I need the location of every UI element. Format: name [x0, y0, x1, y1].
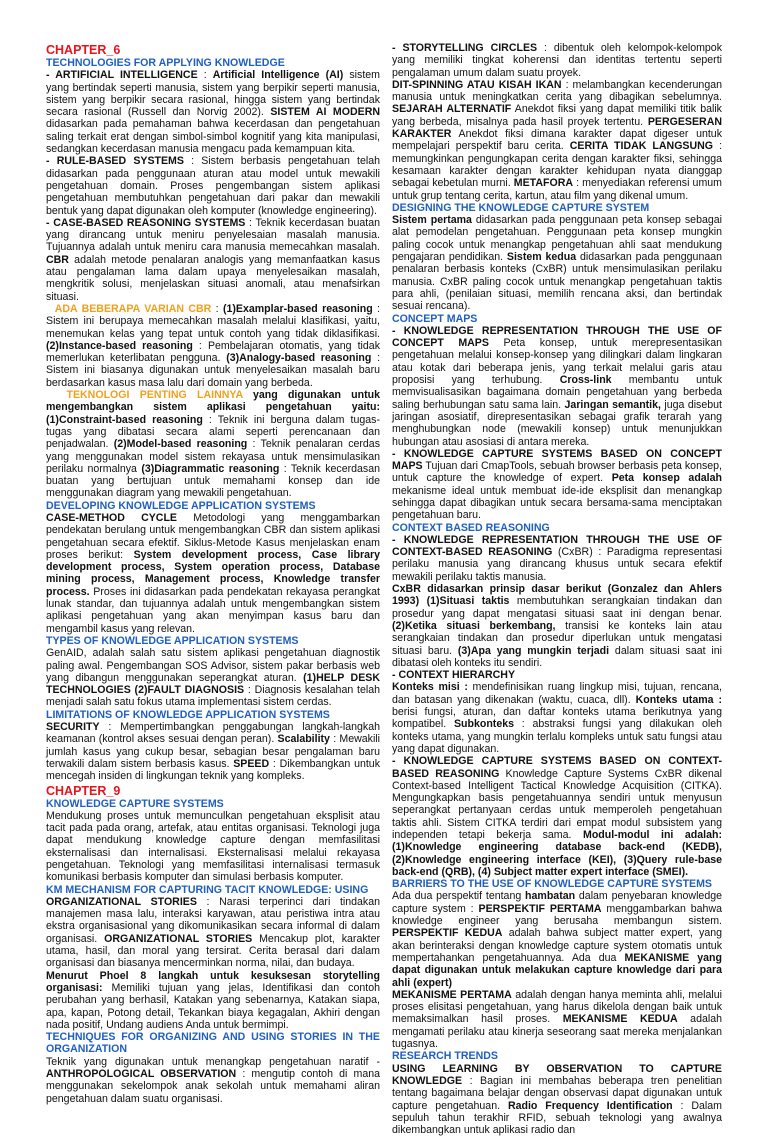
paragraph: ADA BEBERAPA VARIAN CBR : (1)Examplar-based reasoning : Sistem ini berupaya memecahkan masalah melalui klasifikasi, yaitu, menemukan kelas yang tepat untuk contoh yang tidak diklasifikasi. (2)Instance-based reasoning : Pembelajaran otomatis, yang tidak memerlukan keterlibatan pengguna. (3)Analogy-based reasoning : Sistem ini biasanya digunakan untuk menyelesaikan masalah baru berdasarkan kasus masa lalu dari domain yang berbeda.	[46, 302, 381, 389]
paragraph: Menurut Phoel 8 langkah untuk kesuksesan storytelling organisasi: Memiliki tujuan yang jelas, Identifikasi dan contoh perubahan yang berhasil, Katakan yang sebenarnya, Katakan siapa, apa, kapan, Potong detail, Tekankan biaya kegagalan, Akhiri dengan nada positif, Undang audiens Anda untuk bermimpi.	[46, 969, 380, 1031]
paragraph: Ada dua perspektif tentang hambatan dalam penyebaran knowledge capture system : PERSPEKTIF PERTAMA menggambarkan bahwa knowledge engineer yang berusaha membangun sistem. PERSPEKTIF KEDUA adalah bahwa subject matter expert, yang akan berinteraksi dengan knowledge capture system otomatis untuk mempertahankan pengetahuannya. Ada dua MEKANISME yang dapat digunakan untuk melakukan capture knowledge dari para ahli (expert)	[392, 890, 722, 989]
chapter-6-heading: CHAPTER_6	[46, 43, 121, 57]
paragraph: Sistem pertama didasarkan pada penggunaan peta konsep sebagai alat pemodelan pengetahuan. Penggunaan peta konsep mungkin paling cocok untuk menangkap pengetahuan ahli saat mendukung pengajaran pendidikan. Sistem kedua didasarkan pada penggunaan penalaran berbasis konteks (CxBR) untuk mensimulasikan perilaku manusia. CxBR paling cocok untuk menangkap pengetahuan taktis para ahli, (penilaian situasi, memilih rencana aksi, dan bertindak sesuai rencana).	[392, 214, 723, 313]
left-column	[46, 42, 380, 1105]
paragraph: Teknik yang digunakan untuk menangkap pengetahuan naratif - ANTHROPOLOGICAL OBSERVATION : mengutip contoh di mana menggunakan sekelompok anak sekolah untuk memahami aliran pengetahuan dalam suatu organisasi.	[46, 1055, 381, 1105]
section-heading: KM MECHANISM FOR CAPTURING TACIT KNOWLEDGE: USING	[46, 883, 369, 896]
paragraph: - RULE-BASED SYSTEMS : Sistem berbasis pengetahuan telah didasarkan pada penggunaan aturan atau model untuk mewakili pengetahuan domain. Proses pengembangan sistem aplikasi pengetahuan membutuhkan pengetahuan dari pakar dan mewakili bentuk yang dapat digunakan oleh komputer (knowledge engineering).	[46, 155, 380, 217]
subheading: ADA BEBERAPA VARIAN CBR	[54, 302, 212, 315]
paragraph: ORGANIZATIONAL STORIES : Narasi terperinci dari tindakan manajemen masa lalu, interaksi karyawan, atau peristiwa intra atau ekstra organisasional yang dikomunikasikan secara informal di dalam organisasi. ORGANIZATIONAL STORIES Mencakup plot, karakter utama, hasil, dan moral yang tersirat. Cerita berasal dari dalam organisasi dan biasanya mencerminkan norma, nilai, dan budaya.	[46, 895, 380, 970]
section-heading: TYPES OF KNOWLEDGE APPLICATION SYSTEMS	[46, 634, 299, 647]
paragraph: CASE-METHOD CYCLE Metodologi yang menggambarkan pendekatan berulang untuk mengembangkan CBR dan sistem aplikasi pengetahuan secara efektif. Siklus-Metode Kasus menjelaskan enam proses berikut: System development process, Case library development process, System operation process, Database mining process, Management process, Knowledge transfer process. Proses ini didasarkan pada pendekatan rekayasa perangkat lunak standar, dan tujuannya adalah untuk mengembangkan sistem aplikasi pengetahuan yang akan menyimpan kasus baru dan mengambil kasus yang relevan.	[46, 511, 380, 635]
paragraph: - KNOWLEDGE CAPTURE SYSTEMS BASED ON CONCEPT MAPS Tujuan dari CmapTools, sebuah browser berbasis peta konsep, untuk capture the knowledge of expert. Peta konsep adalah mekanisme ideal untuk membuat ide-ide eksplisit dan menangkap sehingga dapat dibagikan untuk secara bersama-sama menciptakan pengetahuan baru.	[392, 447, 722, 522]
section-heading: CONTEXT BASED REASONING	[392, 521, 550, 534]
paragraph: GenAID, adalah salah satu sistem aplikasi pengetahuan diagnostik paling awal. Pengembangan SOS Advisor, sistem pakar berbasis web yang dibangun menggunakan seperangkat aturan. (1)HELP DESK TECHNOLOGIES (2)FAULT DIAGNOSIS : Diagnosis kesalahan telah menjadi salah satu fokus utama implementasi sistem cerdas.	[46, 647, 380, 709]
paragraph: - CONTEXT HIERARCHY	[392, 669, 516, 682]
paragraph: MEKANISME PERTAMA adalah dengan hanya meminta ahli, melalui proses elisitasi pengetahuan, yang harus dikelola dengan baik untuk memaksimalkan hasil proses. MEKANISME KEDUA adalah mengamati perilaku atau kinerja seseorang saat mereka menjalankan tugasnya.	[392, 988, 722, 1051]
paragraph: Konteks misi : mendefinisikan ruang lingkup misi, tujuan, rencana, dan batasan yang dikenakan (waktu, cuaca, dll). Konteks utama : berisi fungsi, aturan, dan daftar konteks utama berikutnya yang kompatibel. Subkonteks : abstraksi fungsi yang dilakukan oleh konteks utama, yang mungkin terlalu kompleks untuk satu fungsi atau yang dapat digunakan.	[392, 681, 722, 755]
paragraph: - KNOWLEDGE CAPTURE SYSTEMS BASED ON CONTEXT-BASED REASONING Knowledge Capture Systems CxBR dikenal Context-based Intelligent Tactical Knowledge Acquisition (CITKA). Mengungkapkan basis pengetahuannya sendiri untuk menyusun seperangkat pertanyaan cerdas untuk memperoleh pengetahuan taktis ahli. Sistem CITKA terdiri dari empat modul subsistem yang independen tetapi bekerja sama. Modul-modul ini adalah: (1)Knowledge engineering database back-end (KEDB), (2)Knowledge engineering interface (KEI), (3)Query rule-base back-end (QRB), (4) Subject matter expert interface (SMEI).	[392, 755, 722, 878]
paragraph: - STORYTELLING CIRCLES : dibentuk oleh kelompok-kelompok yang memiliki tingkat koherensi dan identitas tertentu seperti pengalaman umum dalam suatu proyek.	[392, 42, 722, 79]
section-heading: LIMITATIONS OF KNOWLEDGE APPLICATION SYSTEMS	[46, 708, 330, 721]
section-heading: CONCEPT MAPS	[392, 312, 478, 325]
paragraph: USING LEARNING BY OBSERVATION TO CAPTURE KNOWLEDGE : Bagian ini membahas beberapa tren penelitian tentang bagaimana belajar dengan observasi dapat digunakan untuk capture pengetahuan. Radio Frequency Identification : Dalam sepuluh tahun terakhir RFID, sebuah teknologi yang awalnya dikembangkan untuk aplikasi radio dan	[392, 1062, 722, 1136]
subheading: TEKNOLOGI PENTING LAINNYA	[66, 389, 243, 402]
paragraph: SECURITY : Mempertimbangkan penggabungan langkah-langkah keamanan (kontrol akses sesuai dengan peran). Scalability : Mewakili jumlah kasus yang cukup besar, sebagian besar pengalaman baru terwakili dalam sistem berbasis kasus. SPEED : Dikembangkan untuk mencegah insiden di lingkungan teknik yang kompleks.	[46, 721, 381, 783]
paragraph: Mendukung proses untuk memunculkan pengetahuan eksplisit atau tacit pada pada orang, artefak, atau entitas organisasi. Teknologi juga dapat mendukung knowledge capture dengan memfasilitasi eksternalisasi dan internalisasi. Eksternalisasi melalui rekayasa pengetahuan. Teknologi yang memfasilitasi internalisasi termasuk komunikasi berbasis komputer dan simulasi berbasis komputer.	[46, 809, 380, 884]
section-heading: KNOWLEDGE CAPTURE SYSTEMS	[46, 797, 224, 810]
right-column	[392, 42, 722, 1136]
paragraph: - KNOWLEDGE REPRESENTATION THROUGH THE USE OF CONTEXT-BASED REASONING (CxBR) : Paradigma representasi perilaku manusia yang dirancang khusus untuk secara efektif mewakili perilaku taktis manusia.	[392, 533, 722, 583]
section-heading: DESIGNING THE KNOWLEDGE CAPTURE SYSTEM	[392, 201, 650, 214]
paragraph: CxBR didasarkan prinsip dasar berikut (Gonzalez dan Ahlers 1993) (1)Situasi taktis membutuhkan serangkaian tindakan dan prosedur yang dapat mengatasi situasi saat ini dengan benar. (2)Ketika situasi berkembang, transisi ke konteks lain atau serangkaian tindakan dan prosedur diperlukan untuk mengatasi situasi baru. (3)Apa yang mungkin terjadi dalam situasi saat ini dibatasi oleh konteks itu sendiri.	[392, 583, 723, 669]
section-heading: BARRIERS TO THE USE OF KNOWLEDGE CAPTURE SYSTEMS	[392, 878, 712, 891]
paragraph: TEKNOLOGI PENTING LAINNYA yang digunakan untuk mengembangkan sistem aplikasi pengetahuan yaitu: (1)Constraint-based reasoning : Teknik ini berguna dalam tugas-tugas yang dibatasi secara alami seperti perencanaan dan penjadwalan. (2)Model-based reasoning : Teknik penalaran cerdas yang menggunakan model sistem rekayasa untuk mensimulasikan perilaku normalnya (3)Diagrammatic reasoning : Teknik kecerdasan buatan yang bertujuan untuk memahami konsep dan ide menggunakan diagram yang mewakili pengetahuan.	[46, 389, 380, 500]
section-heading: TECHNOLOGIES FOR APPLYING KNOWLEDGE	[46, 57, 285, 69]
paragraph: DIT-SPINNING ATAU KISAH IKAN : melambangkan kecenderungan manusia untuk meningkatkan cerita yang dibagikan sebelumnya. SEJARAH ALTERNATIF Anekdot fiksi yang dapat memiliki titik balik yang berbeda, misalnya pada hasil proyek tertentu. PERGESERAN KARAKTER Anekdot fiksi dimana karakter dapat digeser untuk mempelajari perspektif baru cerita. CERITA TIDAK LANGSUNG : memungkinkan pengungkapan cerita dengan karakter fiksi, sehingga kesamaan karakter dengan karakter kehidupan nyata dianggap sebagai kebetulan murni. METAFORA : menyediakan referensi umum untuk grup tentang cerita, kartun, atau film yang dikenal umum.	[392, 78, 723, 202]
section-heading: RESEARCH TRENDS	[392, 1050, 498, 1063]
paragraph: - ARTIFICIAL INTELLIGENCE : Artificial Intelligence (AI) sistem yang bertindak seperti manusia, sistem yang berpikir seperti manusia, sistem yang berpikir secara rasional, hingga sistem yang bertindak secara rasional (Russell dan Norvig 2002). SISTEM AI MODERN didasarkan pada pemahaman bahwa kecerdasan dan pengetahuan saling terkait erat dengan simbol-simbol kognitif yang kita manipulasi, sedangkan kecerdasan manusia mengacu pada kemampuan kita.	[46, 69, 380, 156]
paragraph: - KNOWLEDGE REPRESENTATION THROUGH THE USE OF CONCEPT MAPS Peta konsep, untuk merepresentasikan pengetahuan melalui konsep-konsep yang dilingkari dalam lingkaran atau kotak dari beberapa jenis, yang terkait melalui garis atau proposisi yang terhubung. Cross-link membantu untuk memvisualisasikan bagaimana domain pengetahuan yang berbeda saling berhubungan satu sama lain. Jaringan semantik, juga disebut jaringan asosiatif, direpresentasikan sebagai grafik terarah yang menghubungkan node (mewakili konsep) untuk menunjukkan hubungan atau asosiasi di antara mereka.	[392, 324, 723, 448]
section-heading: TECHNIQUES FOR ORGANIZING AND USING STORIES IN THE ORGANIZATION	[46, 1031, 380, 1056]
section-heading: DEVELOPING KNOWLEDGE APPLICATION SYSTEMS	[46, 499, 316, 512]
paragraph: - CASE-BASED REASONING SYSTEMS : Teknik kecerdasan buatan yang dirancang untuk meniru penyelesaian masalah manusia. Tujuannya adalah untuk meniru cara manusia memecahkan masalah. CBR adalah metode penalaran analogis yang memanfaatkan kasus atau pengalaman lama dalam upaya menyelesaikan masalah, mengkritik solusi, menjelaskan situasi anomali, atau menafsirkan situasi.	[46, 216, 380, 303]
chapter-9-heading: CHAPTER_9	[46, 783, 121, 798]
